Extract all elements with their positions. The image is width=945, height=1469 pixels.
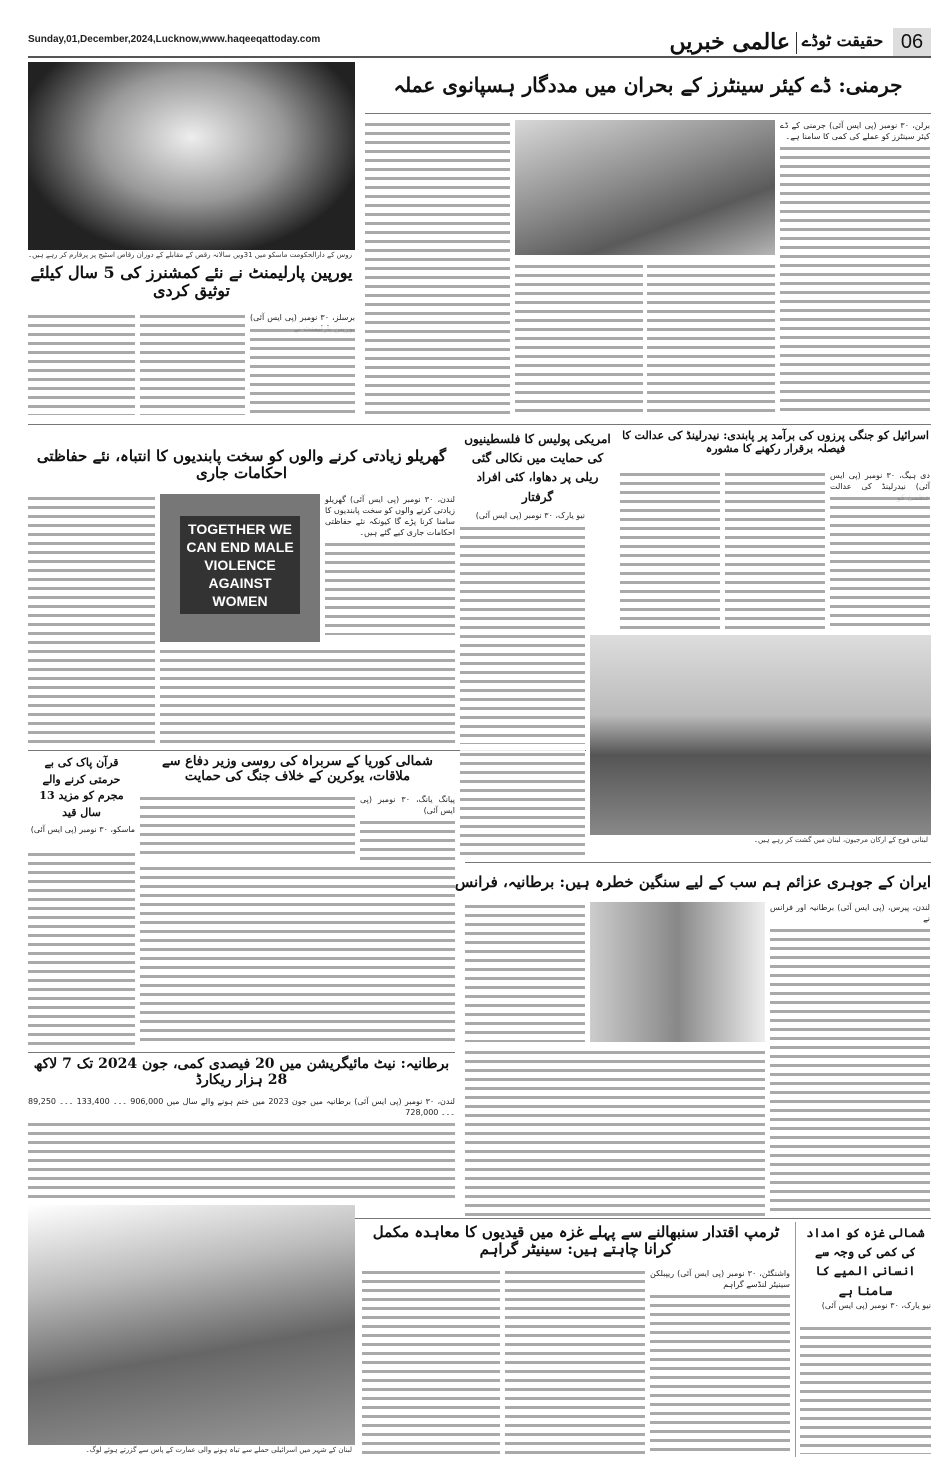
protest-photo [160, 494, 320, 642]
lebanon-army-photo [590, 635, 931, 835]
story-lead: نیو یارک، ۳۰ نومبر (پی ایس آئی) [821, 1301, 931, 1310]
headline-israel: اسرائیل کو جنگی پرزوں کی برآمد پر پابندی: نیدرلینڈ کی عدالت کا فیصلہ برقرار رکھنے کا مشورہ [622, 429, 929, 455]
headline-iran: ایران کے جوہری عزائم ہم سب کے لیے سنگین خطرہ ہیں: برطانیہ، فرانس [454, 873, 931, 891]
story-lead: پیانگ یانگ، ۳۰ نومبر (پی ایس آئی) [360, 795, 456, 815]
story-lead: نیو یارک، ۳۰ نومبر (پی ایس آئی) [475, 511, 585, 520]
logo: حقیقت ٹوڈے [801, 31, 884, 50]
headline-uk-migration: برطانیہ: نیٹ مائیگریشن میں 20 فیصدی کمی، جون 2024 تک 7 لاکھ 28 ہزار ریکارڈ [33, 1056, 450, 1089]
headline-north-korea: شمالی کوریا کے سربراہ کی روسی وزیر دفاع سے ملاقات، یوکرین کے خلاف جنگ کی حمایت [162, 754, 433, 784]
story-lead: لندن، پیرس، (پی ایس آئی) برطانیہ اور فرانس نے [770, 903, 930, 923]
headline-quran: قرآن پاک کی بے حرمتی کرنے والے مجرم کو مزید 13 سال قید [39, 756, 124, 819]
photo-caption: لبنانی فوج کے ارکان مرجیون، لبنان میں گشت کر رہے ہیں۔ [590, 835, 931, 845]
section-title: عالمی خبریں [669, 29, 790, 55]
headline-gaza: شمالی غزہ کو امداد کی کمی کی وجہ سے انسانی المیے کا سامنا ہے [806, 1226, 925, 1298]
story-lead: لندن، ۳۰ نومبر (پی ایس آئی) برطانیہ میں جون 2023 میں ختم ہونے والے سال میں 906,000 ۔۔۔ 133,400 ۔۔۔ 89,250 ۔۔۔ 728,000 [28, 1097, 455, 1117]
germany-photo [515, 120, 775, 255]
story-lead: واشنگٹن، ۳۰ نومبر (پی ایس آئی) ریپبلکن سینیٹر لنڈسے گراہم [650, 1269, 790, 1289]
dance-photo [28, 62, 355, 250]
headline-domestic-abuse: گھریلو زیادتی کرنے والوں کو سخت پابندیوں کا انتباہ، نئے حفاظتی احکامات جاری [36, 447, 447, 483]
nuclear-facility-photo [590, 902, 765, 1042]
photo-caption: لبنان کے شہر میں اسرائیلی حملے سے تباہ ہونے والی عمارت کے پاس سے گزرتے ہوئے لوگ۔ [28, 1445, 355, 1455]
dateline: Sunday,01,December,2024,Lucknow,www.haqeeqattoday.com [28, 34, 321, 45]
headline-germany: جرمنی: ڈے کیئر سینٹرز کے بحران میں مددگار ہسپانوی عملہ [393, 73, 903, 97]
story-lead: لندن، ۳۰ نومبر (پی ایس آئی) گھریلو زیادتی کرنے والوں کو سخت پابندیوں کا سامنا کرنا پڑے گا کیونکہ نئے حفاظتی احکامات جاری کیے گئے ہیں۔ [325, 495, 455, 537]
story-lead: ماسکو، ۳۰ نومبر (پی ایس آئی) [30, 825, 135, 834]
page-number: 06 [893, 28, 931, 56]
photo-caption: روس کے دارالحکومت ماسکو میں 31ویں سالانہ رقص کے مقابلے کے دوران رقاص اسٹیج پر پرفارم کر رہے ہیں۔ [28, 250, 355, 260]
headline-us-police: امریکی پولیس کا فلسطینیوں کی حمایت میں نکالی گئی ریلی پر دھاوا، کئی افراد گرفتار [464, 432, 611, 504]
headline-eu: یورپین پارلیمنٹ نے نئے کمشنرز کی 5 سال کیلئے توثیق کردی [30, 263, 353, 301]
protest-sign: TOGETHER WE CAN END MALE VIOLENCE AGAINST WOMEN [180, 516, 300, 614]
ruins-photo [28, 1205, 355, 1445]
story-lead: برسلز، ۳۰ نومبر (پی ایس آئی) [250, 313, 356, 322]
story-lead: برلن، ۳۰ نومبر (پی ایس آئی) جرمنی کے ڈے کیئر سینٹرز کو عملے کی کمی کا سامنا ہے۔ [780, 121, 930, 141]
headline-trump: ٹرمپ اقتدار سنبھالنے سے پہلے غزہ میں قیدیوں کا معاہدہ مکمل کرانا چاہتے ہیں: سینیٹر گراہم [372, 1223, 780, 1259]
story-lead: دی ہیگ، ۳۰ نومبر (پی ایس آئی) نیدرلینڈ کی عدالت [830, 471, 930, 491]
